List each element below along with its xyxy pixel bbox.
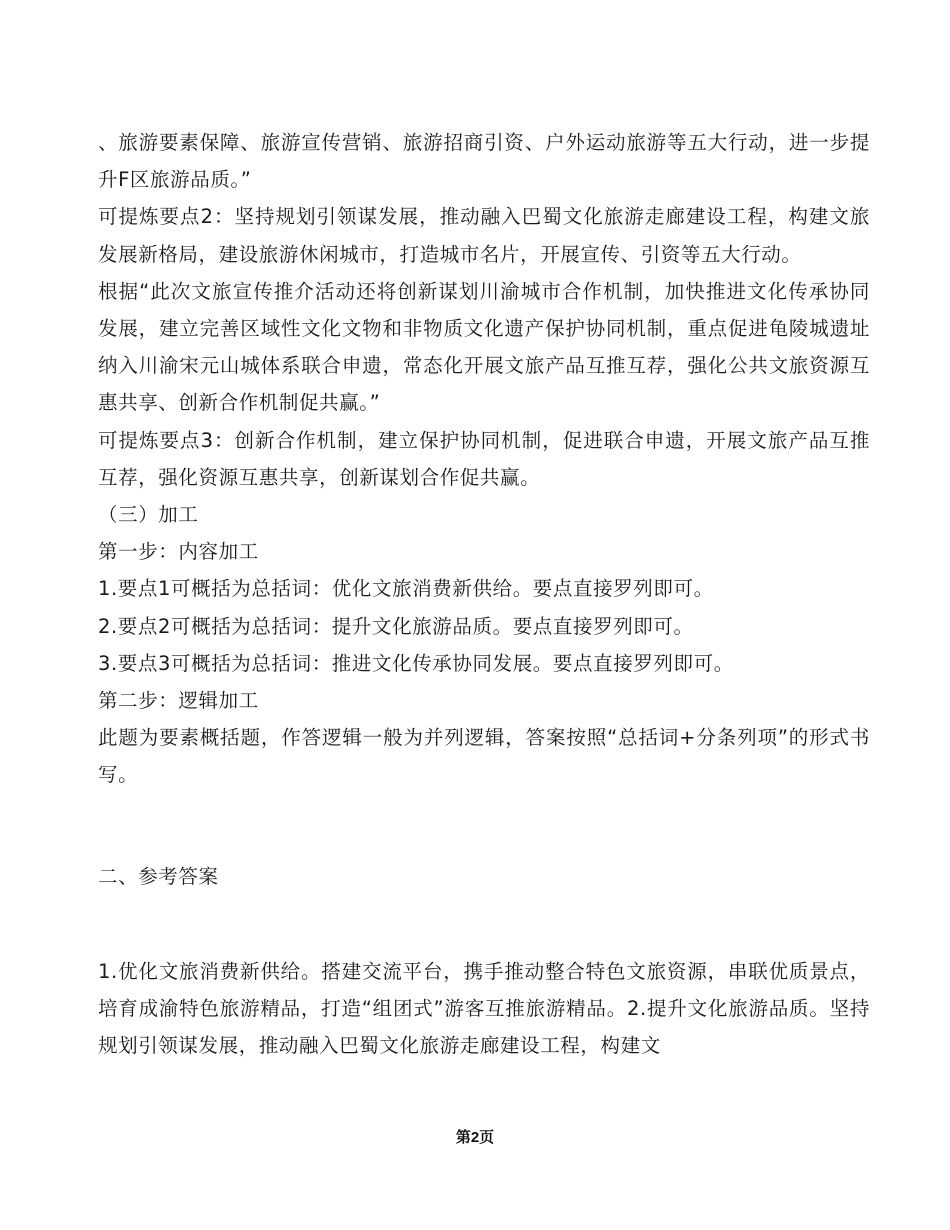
paragraph-continuation: 、旅游要素保障、旅游宣传营销、旅游招商引资、户外运动旅游等五大行动，进一步提升F区旅游品质。” (98, 131, 870, 192)
step-one-heading: 第一步：内容加工 (98, 540, 259, 564)
document-body (98, 124, 870, 1064)
paragraph-point-2: 可提炼要点2：坚持规划引领谋发展，推动融入巴蜀文化旅游走廊建设工程，构建文旅发展新格局，建设旅游休闲城市，打造城市名片，开展宣传、引资等五大行动。 (98, 205, 870, 266)
page-number: 第2页 (455, 1129, 495, 1146)
list-item: 3.要点3可概括为总括词：推进文化传承协同发展。要点直接罗列即可。 (98, 651, 734, 675)
step-two-heading: 第二步：逻辑加工 (98, 689, 259, 713)
paragraph-source-quote: 根据“此次文旅宣传推介活动还将创新谋划川渝城市合作机制，加快推进文化传承协同发展，建立完善区域性文化文物和非物质文化遗产保护协同机制，重点促进龟陵城遗址纳入川渝宋元山城体系联合申遗，常态化开展文旅产品互推互荐，强化公共文旅资源互惠共享、创新合作机制促共赢。” (98, 279, 870, 415)
list-item: 2.要点2可概括为总括词：提升文化旅游品质。要点直接罗列即可。 (98, 614, 694, 638)
section-heading-answer: 二、参考答案 (98, 864, 219, 888)
paragraph-logic: 此题为要素概括题，作答逻辑一般为并列逻辑，答案按照“总括词+分条列项”的形式书写。 (98, 726, 870, 787)
paragraph-point-3: 可提炼要点3：创新合作机制，建立保护协同机制，促进联合申遗，开展文旅产品互推互荐，强化资源互惠共享，创新谋划合作促共赢。 (98, 428, 870, 489)
paragraph-answer: 1.优化文旅消费新供给。搭建交流平台，携手推动整合特色文旅资源，串联优质景点，培育成渝特色旅游精品，打造“组团式”游客互推旅游精品。2.提升文化旅游品质。坚持规划引领谋发展，推动融入巴蜀文化旅游走廊建设工程，构建文 (98, 959, 870, 1058)
subheading-processing: （三）加工 (98, 503, 199, 527)
list-item: 1.要点1可概括为总括词：优化文旅消费新供给。要点直接罗列即可。 (98, 577, 714, 601)
